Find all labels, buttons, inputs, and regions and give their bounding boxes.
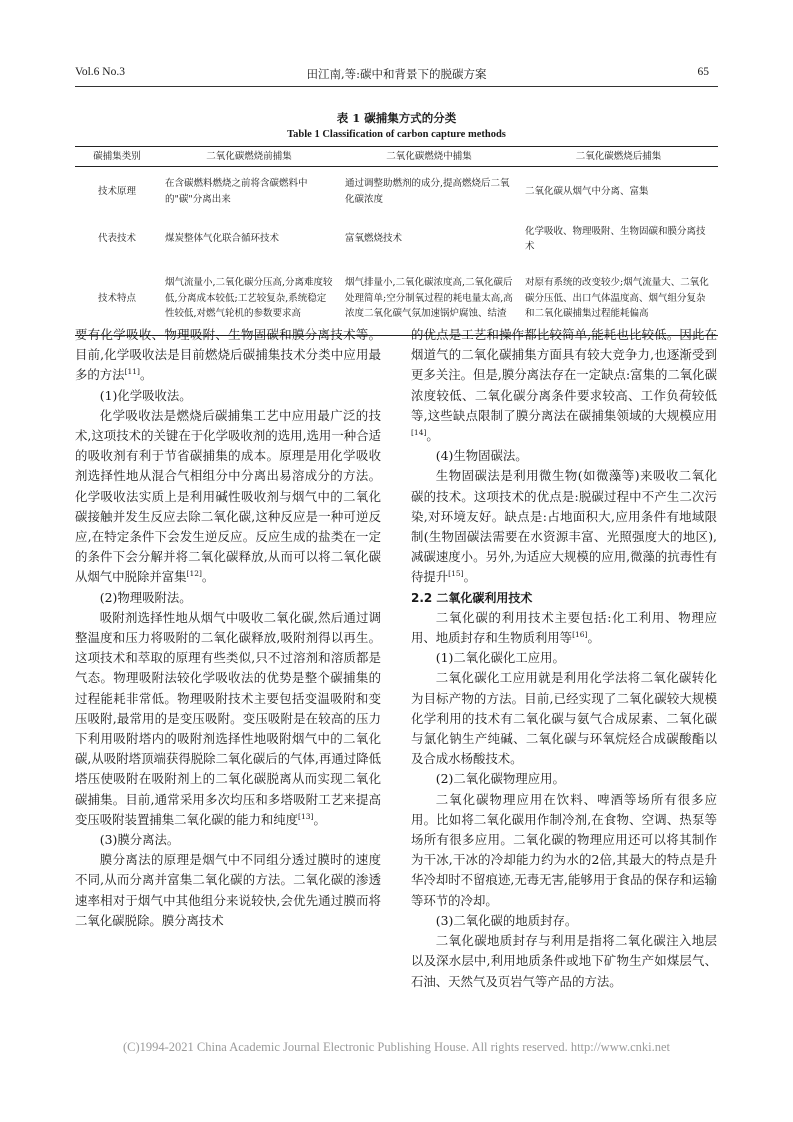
paragraph-tail: 。	[139, 367, 153, 383]
paragraph	[75, 406, 381, 588]
paragraph	[411, 325, 717, 446]
table-cell: 对原有系统的改变较少;烟气流量大、二氧化碳分压低、出口气体温度高、烟气组分复杂和二氧化碳捕集过程能耗偏高	[519, 262, 718, 336]
page-number: 65	[697, 66, 709, 78]
row-label: 技术特点	[75, 262, 159, 336]
paragraph-text: 化学吸收法是燃烧后碳捕集工艺中应用最广泛的技术,这项技术的关键在于化学吸收剂的选用,选用一种合适的吸收剂有利于节省碳捕集的成本。原理是用化学吸收剂选择性地从混合气相组分中分离出易溶成分的方法。化学吸收法实质上是利用碱性吸收剂与烟气中的二氧化碳接触并发生反应去除二氧化碳,这种反应是一种可逆反应,在特定条件下会发生逆反应。反应生成的盐类在一定的条件下会分解并将二氧化碳释放,从而可以将二氧化碳从烟气中脱除并富集	[75, 407, 381, 585]
citation-ref: [13]	[298, 811, 314, 821]
paragraph: 二氧化碳地质封存与利用是指将二氧化碳注入地层以及深水层中,利用地质条件或地下矿物生产如煤层气、石油、天然气及页岩气等产品的方法。	[411, 933, 717, 989]
paragraph-tail: 。	[463, 569, 476, 585]
subsection-heading: (2)物理吸附法。	[99, 589, 192, 605]
column-header: 二氧化碳燃烧中捕集	[339, 147, 519, 167]
subsection-heading: (3)膜分离法。	[99, 832, 180, 848]
paragraph-tail: 。	[313, 811, 326, 827]
paragraph	[411, 608, 717, 648]
paragraph: 二氧化碳物理应用在饮料、啤酒等场所有很多应用。比如将二氧化碳用作制冷剂,在食物、空调、热泵等场所有很多应用。二氧化碳的物理应用还可以将其制作为干冰,干冰的冷却能力约为水的2倍,其最大的特点是升华冷却时不留痕迹,无毒无害,能够用于食品的保存和运输等环节的冷却。	[411, 791, 717, 908]
table-cell: 二氧化碳从烟气中分离、富集	[525, 186, 649, 197]
table-header-row	[75, 147, 718, 167]
paragraph: 二氧化碳化工应用就是利用化学法将二氧化碳转化为目标产物的方法。目前,已经实现了二氧化碳较大规模化学利用的技术有二氧化碳与氨气合成尿素、二氧化碳与氯化钠生产纯碱、二氧化碳与环氧烷烃合成碳酸酯以及合成水杨酸技术。	[411, 670, 717, 767]
paragraph-tail: 。	[426, 428, 439, 444]
paragraph-text: 生物固碳法是利用微生物(如微藻等)来吸收二氧化碳的技术。这项技术的优点是:脱碳过程中不产生二次污染,对环境友好。缺点是:占地面积大,应用条件有地域限制(生物固碳法需要在水资源丰富、光照强度大的地区),减碳速度小。另外,为适应大规模的应用,微藻的抗毒性有待提升	[411, 468, 717, 585]
table-cell: 化学吸收、物理吸附、生物固碳和膜分离技术	[525, 225, 706, 252]
subsection-heading: (3)二氧化碳的地质封存。	[435, 912, 578, 928]
running-title: 田江南,等:碳中和背景下的脱碳方案	[306, 67, 487, 81]
citation-ref: [12]	[186, 569, 202, 579]
paragraph-tail: 。	[201, 569, 215, 585]
subsection-heading: (2)二氧化碳物理应用。	[435, 771, 565, 787]
table-row	[75, 167, 718, 217]
citation-ref: [16]	[572, 629, 588, 639]
table-caption-en: Table 1 Classification of carbon capture methods	[287, 129, 506, 140]
table-cell: 富氧燃烧技术	[345, 233, 403, 245]
carbon-capture-table	[75, 146, 718, 336]
table-cell: 在含碳燃料燃烧之前将含碳燃料中的"碳"分离出来	[165, 178, 308, 205]
paragraph-text: 二氧化碳的利用技术主要包括:化工利用、物理应用、地质封存和生物质利用等	[411, 609, 717, 646]
citation-ref: [15]	[448, 569, 464, 579]
column-header: 碳捕集类别	[75, 147, 159, 167]
section-heading: 2.2 二氧化碳利用技术	[411, 590, 533, 605]
paragraph-text: 的优点是工艺和操作都比较简单,能耗也比较低。因此在烟道气的二氧化碳捕集方面具有较大竞争力,也逐渐受到更多关注。但是,膜分离法存在一定缺点:富集的二氧化碳浓度较低、二氧化碳分离条件要求较高、工作负荷较低等,这些缺点限制了膜分离法在碳捕集领域的大规模应用	[411, 327, 717, 423]
paragraph: 膜分离法的原理是烟气中不同组分透过膜时的速度不同,从而分离并富集二氧化碳的方法。二氧化碳的渗透速率相对于烟气中其他组分来说较快,会优先通过膜而将二氧化碳脱除。膜分离技术	[75, 852, 381, 928]
paragraph-tail: 。	[587, 630, 600, 646]
copyright-footer: (C)1994-2021 China Academic Journal Electronic Publishing House. All rights reserved. http://www.cnki.net	[122, 1040, 670, 1054]
row-label: 技术原理	[97, 186, 136, 197]
paragraph	[75, 325, 381, 386]
table-cell: 烟气排量小,二氧化碳浓度高,二氧化碳后处理简单;空分制氧过程的耗电量太高,高浓度二氧化碳气氛加速锅炉腐蚀、结渣	[339, 262, 519, 336]
row-label: 代表技术	[97, 233, 136, 245]
citation-ref: [11]	[124, 367, 140, 377]
subsection-heading: (1)化学吸收法。	[99, 387, 192, 403]
table-row	[75, 217, 718, 262]
table-cell: 烟气流量小,二氧化碳分压高,分离难度较低,分离成本较低;工艺较复杂,系统稳定性较低,对燃气轮机的参数要求高	[159, 262, 339, 336]
paragraph	[411, 466, 717, 587]
body-column-right	[411, 325, 717, 992]
table-cell: 煤炭整体气化联合循环技术	[165, 233, 280, 245]
body-column-left	[75, 325, 381, 931]
table-caption-cn: 表 1 碳捕集方式的分类	[336, 111, 457, 125]
journal-volume: Vol.6 No.3	[75, 66, 125, 78]
paragraph	[75, 608, 381, 830]
paragraph-text: 要有化学吸收、物理吸附、生物固碳和膜分离技术等。目前,化学吸收法是目前燃烧后碳捕集技术分类中应用最多的方法	[75, 327, 381, 383]
column-header: 二氧化碳燃烧前捕集	[159, 147, 339, 167]
paragraph-text: 吸附剂选择性地从烟气中吸收二氧化碳,然后通过调整温度和压力将吸附的二氧化碳释放,吸附剂得以再生。这项技术和萃取的原理有些类似,只不过溶剂和溶质都是气态。物理吸附法较化学吸收法的优势是整个碳捕集的过程能耗非常低。物理吸附技术主要包括变温吸附和变压吸附,最常用的是变压吸附。变压吸附是在较高的压力下利用吸附塔内的吸附剂选择性地吸附烟气中的二氧化碳,从吸附塔顶端获得脱除二氧化碳后的气体,再通过降低塔压使吸附在吸附剂上的二氧化碳脱离从而实现二氧化碳捕集。目前,通常采用多次均压和多塔吸附工艺来提高变压吸附装置捕集二氧化碳的能力和纯度	[75, 609, 381, 827]
subsection-heading: (4)生物固碳法。	[435, 448, 528, 464]
header-rule	[75, 86, 718, 87]
column-header: 二氧化碳燃烧后捕集	[519, 147, 718, 167]
subsection-heading: (1)二氧化碳化工应用。	[435, 650, 565, 666]
table-cell: 通过调整助燃剂的成分,提高燃烧后二氧化碳浓度	[345, 178, 510, 205]
citation-ref: [14]	[411, 427, 427, 437]
